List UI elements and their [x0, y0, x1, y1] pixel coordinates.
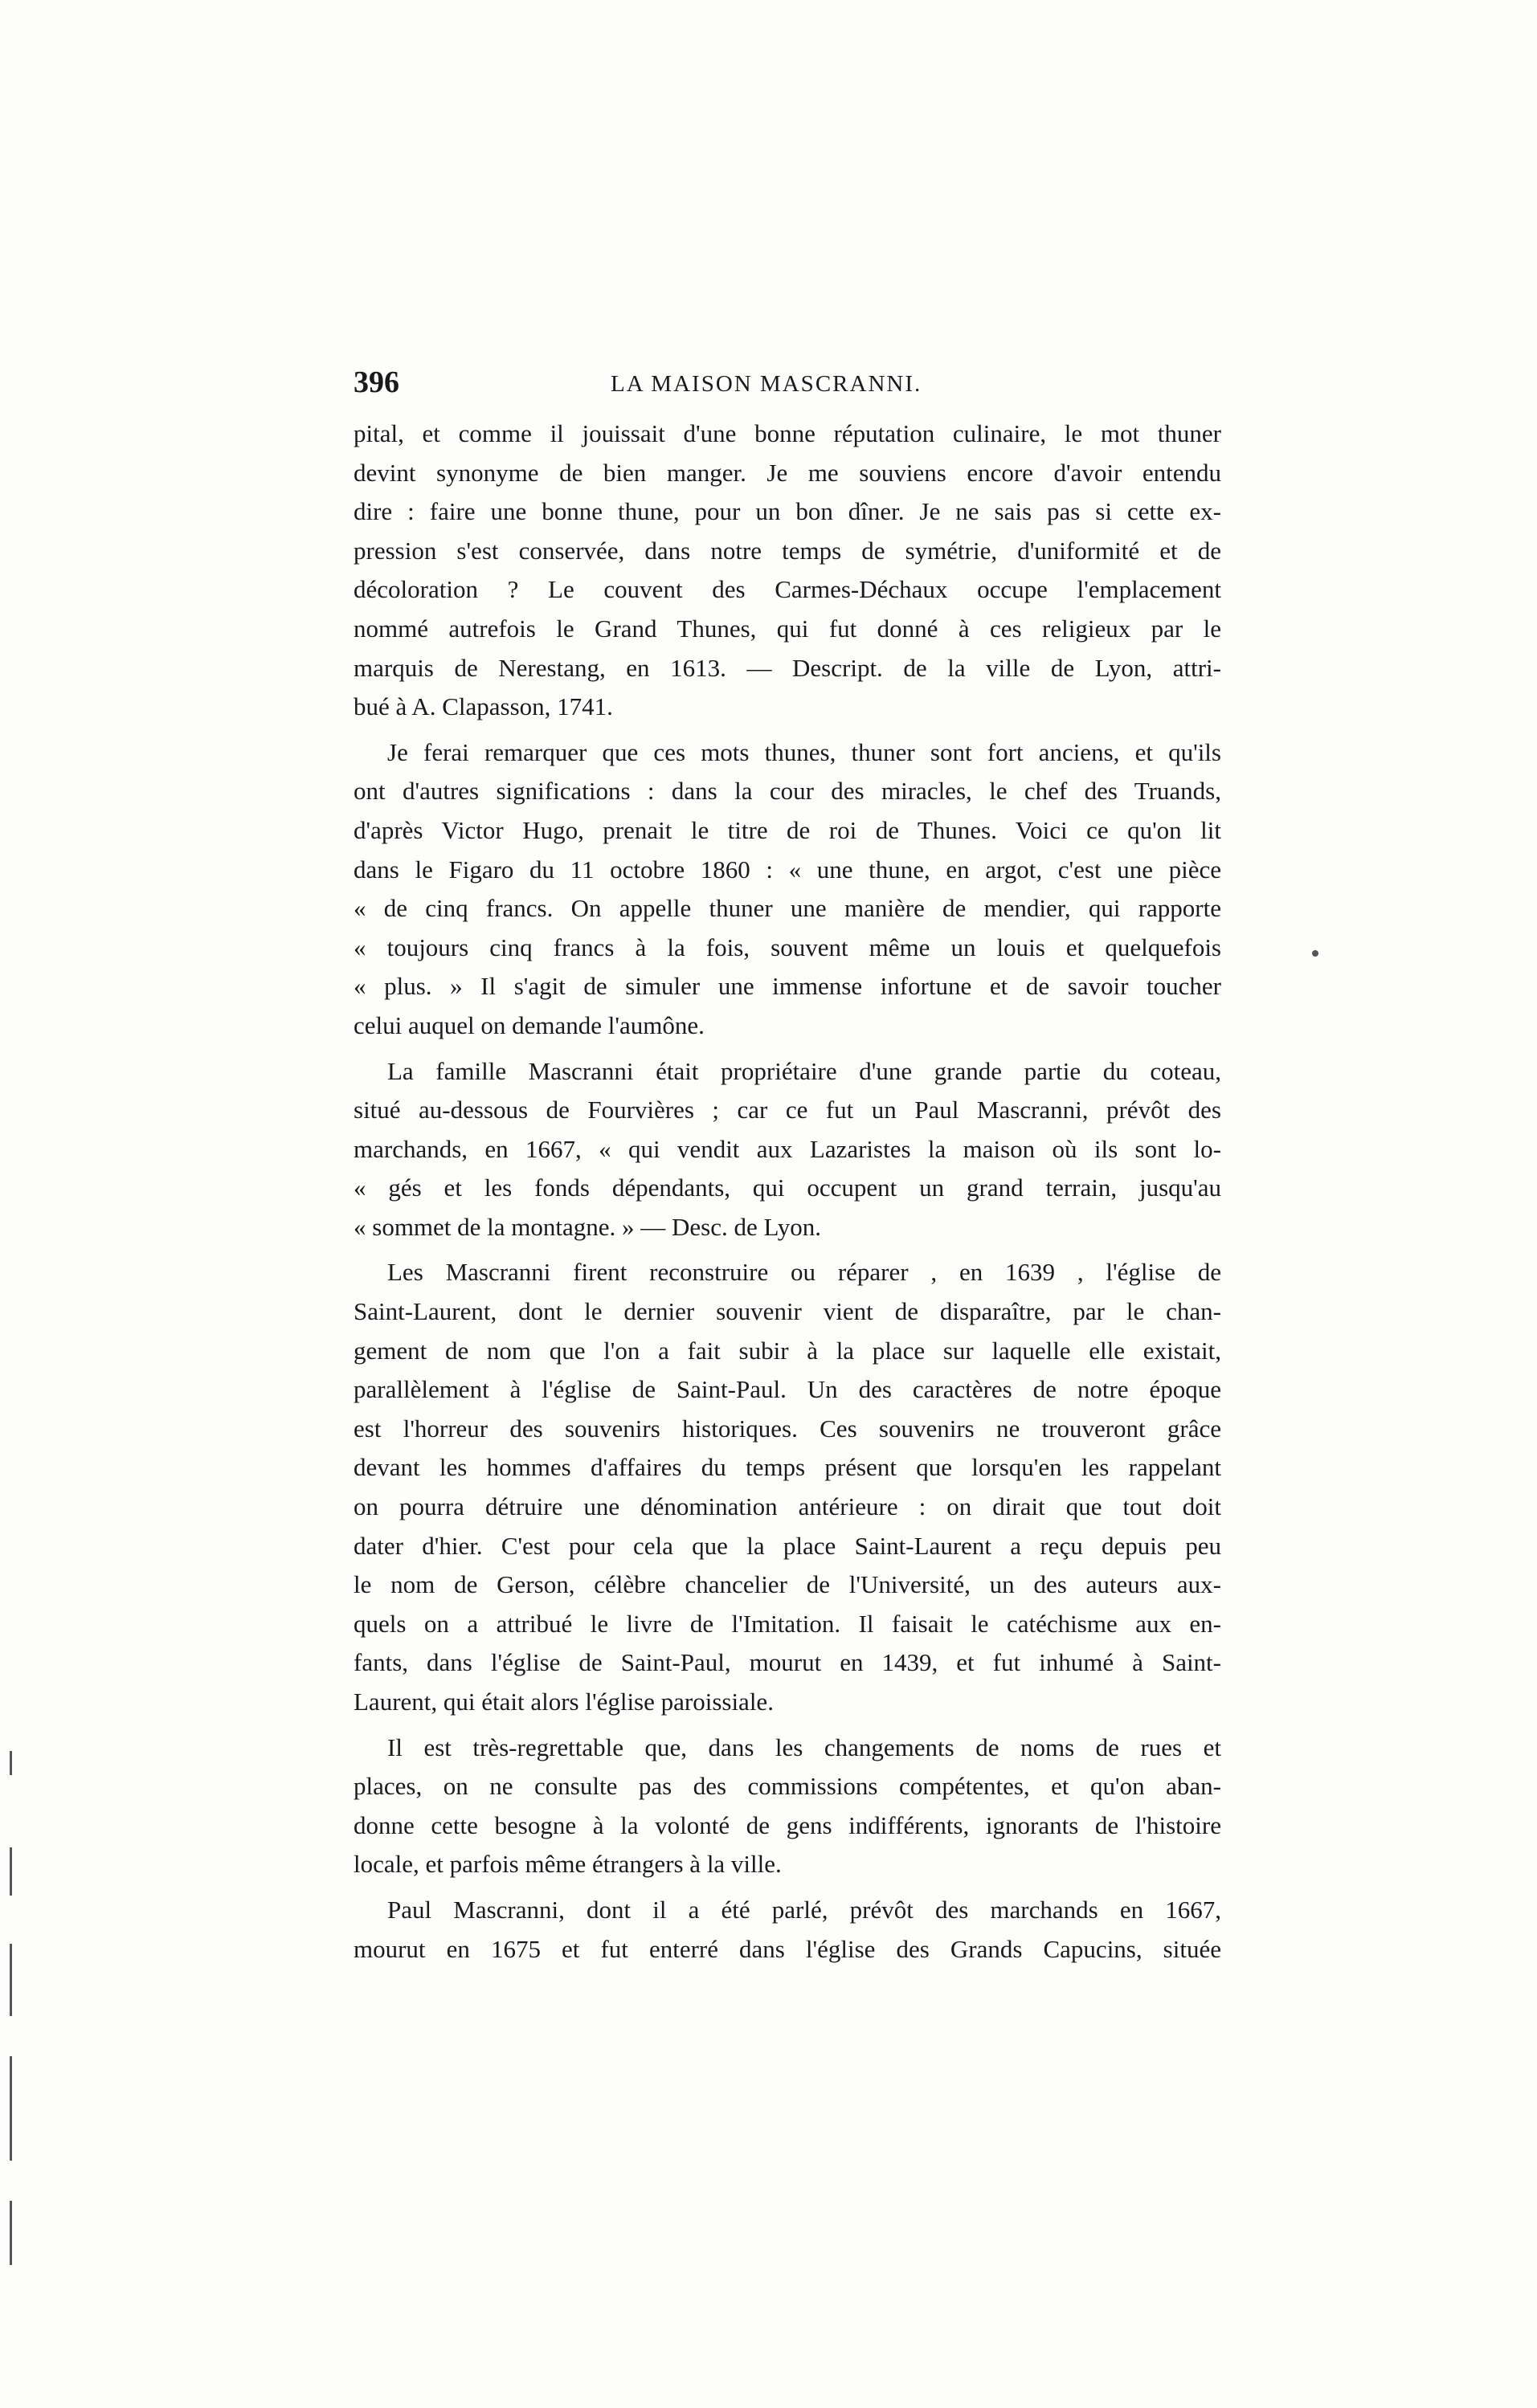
text-line: fants, dans l'église de Saint-Paul, mourut en 1439, et fut inhumé à Saint-: [354, 1648, 1221, 1677]
scan-margin-mark: [10, 1751, 12, 1775]
text-line: Il est très-regrettable que, dans les changements de noms de rues et: [387, 1733, 1221, 1761]
page-header: [354, 365, 1221, 405]
text-line: marchands, en 1667, « qui vendit aux Lazaristes la maison où ils sont lo-: [354, 1134, 1221, 1163]
scan-dot-mark: [1312, 950, 1318, 957]
text-line: nommé autrefois le Grand Thunes, qui fut donné à ces religieux par le: [354, 614, 1221, 643]
page-number: 396: [354, 365, 399, 399]
text-line: Paul Mascranni, dont il a été parlé, prévôt des marchands en 1667,: [387, 1895, 1221, 1924]
text-line: gement de nom que l'on a fait subir à la place sur laquelle elle existait,: [354, 1336, 1221, 1365]
scan-margin-mark: [10, 1847, 12, 1896]
scan-margin-mark: [10, 1944, 12, 2016]
text-line: le nom de Gerson, célèbre chancelier de l'Université, un des auteurs aux-: [354, 1570, 1221, 1599]
text-line: locale, et parfois même étrangers à la ville.: [354, 1850, 782, 1879]
body-text: [354, 414, 1221, 1975]
text-line: on pourra détruire une dénomination antérieure : on dirait que tout doit: [354, 1492, 1221, 1521]
text-line: « sommet de la montagne. » — Desc. de Lyon.: [354, 1212, 821, 1241]
text-line: « de cinq francs. On appelle thuner une manière de mendier, qui rapporte: [354, 894, 1221, 923]
text-line: Les Mascranni firent reconstruire ou réparer , en 1639 , l'église de: [387, 1258, 1221, 1287]
text-line: dans le Figaro du 11 octobre 1860 : « une thune, en argot, c'est une pièce: [354, 855, 1221, 884]
text-line: Saint-Laurent, dont le dernier souvenir vient de disparaître, par le chan-: [354, 1297, 1221, 1326]
text-line: mourut en 1675 et fut enterré dans l'église des Grands Capucins, située: [354, 1934, 1221, 1963]
text-line: Laurent, qui était alors l'église paroissiale.: [354, 1688, 774, 1716]
scan-margin-mark: [10, 2056, 12, 2161]
paragraph: [354, 1253, 1221, 1721]
text-line: donne cette besogne à la volonté de gens indifférents, ignorants de l'histoire: [354, 1810, 1221, 1839]
text-line: ont d'autres significations : dans la cour des miracles, le chef des Truands,: [354, 777, 1221, 806]
text-line: marquis de Nerestang, en 1613. — Descript. de la ville de Lyon, attri-: [354, 653, 1221, 682]
text-line: devint synonyme de bien manger. Je me souviens encore d'avoir entendu: [354, 458, 1221, 487]
text-line: dire : faire une bonne thune, pour un bon dîner. Je ne sais pas si cette ex-: [354, 497, 1221, 526]
scan-margin-mark: [10, 2201, 12, 2265]
text-line: celui auquel on demande l'aumône.: [354, 1010, 705, 1039]
text-line: d'après Victor Hugo, prenait le titre de roi de Thunes. Voici ce qu'on lit: [354, 815, 1221, 844]
text-line: « plus. » Il s'agit de simuler une immense infortune et de savoir toucher: [354, 972, 1221, 1001]
running-title: LA MAISON MASCRANNI.: [611, 371, 922, 397]
text-line: Je ferai remarquer que ces mots thunes, thuner sont fort anciens, et qu'ils: [387, 737, 1221, 766]
text-line: dater d'hier. C'est pour cela que la place Saint-Laurent a reçu depuis peu: [354, 1531, 1221, 1560]
paragraph: [354, 1728, 1221, 1884]
text-line: quels on a attribué le livre de l'Imitation. Il faisait le catéchisme aux en-: [354, 1609, 1221, 1638]
paragraph: [354, 1052, 1221, 1247]
text-line: est l'horreur des souvenirs historiques. Ces souvenirs ne trouveront grâce: [354, 1414, 1221, 1443]
text-line: « toujours cinq francs à la fois, souvent même un louis et quelquefois: [354, 933, 1221, 961]
paragraph: [354, 733, 1221, 1046]
text-line: pression s'est conservée, dans notre temps de symétrie, d'uniformité et de: [354, 536, 1221, 565]
text-line: devant les hommes d'affaires du temps présent que lorsqu'en les rappelant: [354, 1453, 1221, 1482]
text-line: La famille Mascranni était propriétaire d'une grande partie du coteau,: [387, 1056, 1221, 1085]
paragraph: [354, 414, 1221, 727]
text-line: décoloration ? Le couvent des Carmes-Déchaux occupe l'emplacement: [354, 575, 1221, 604]
text-line: places, on ne consulte pas des commissions compétentes, et qu'on aban-: [354, 1772, 1221, 1801]
text-line: bué à A. Clapasson, 1741.: [354, 692, 613, 721]
paragraph: [354, 1891, 1221, 1969]
text-line: « gés et les fonds dépendants, qui occupent un grand terrain, jusqu'au: [354, 1173, 1221, 1202]
text-line: situé au-dessous de Fourvières ; car ce fut un Paul Mascranni, prévôt des: [354, 1096, 1221, 1124]
text-line: pital, et comme il jouissait d'une bonne réputation culinaire, le mot thuner: [354, 419, 1221, 447]
text-line: parallèlement à l'église de Saint-Paul. Un des caractères de notre époque: [354, 1375, 1221, 1404]
